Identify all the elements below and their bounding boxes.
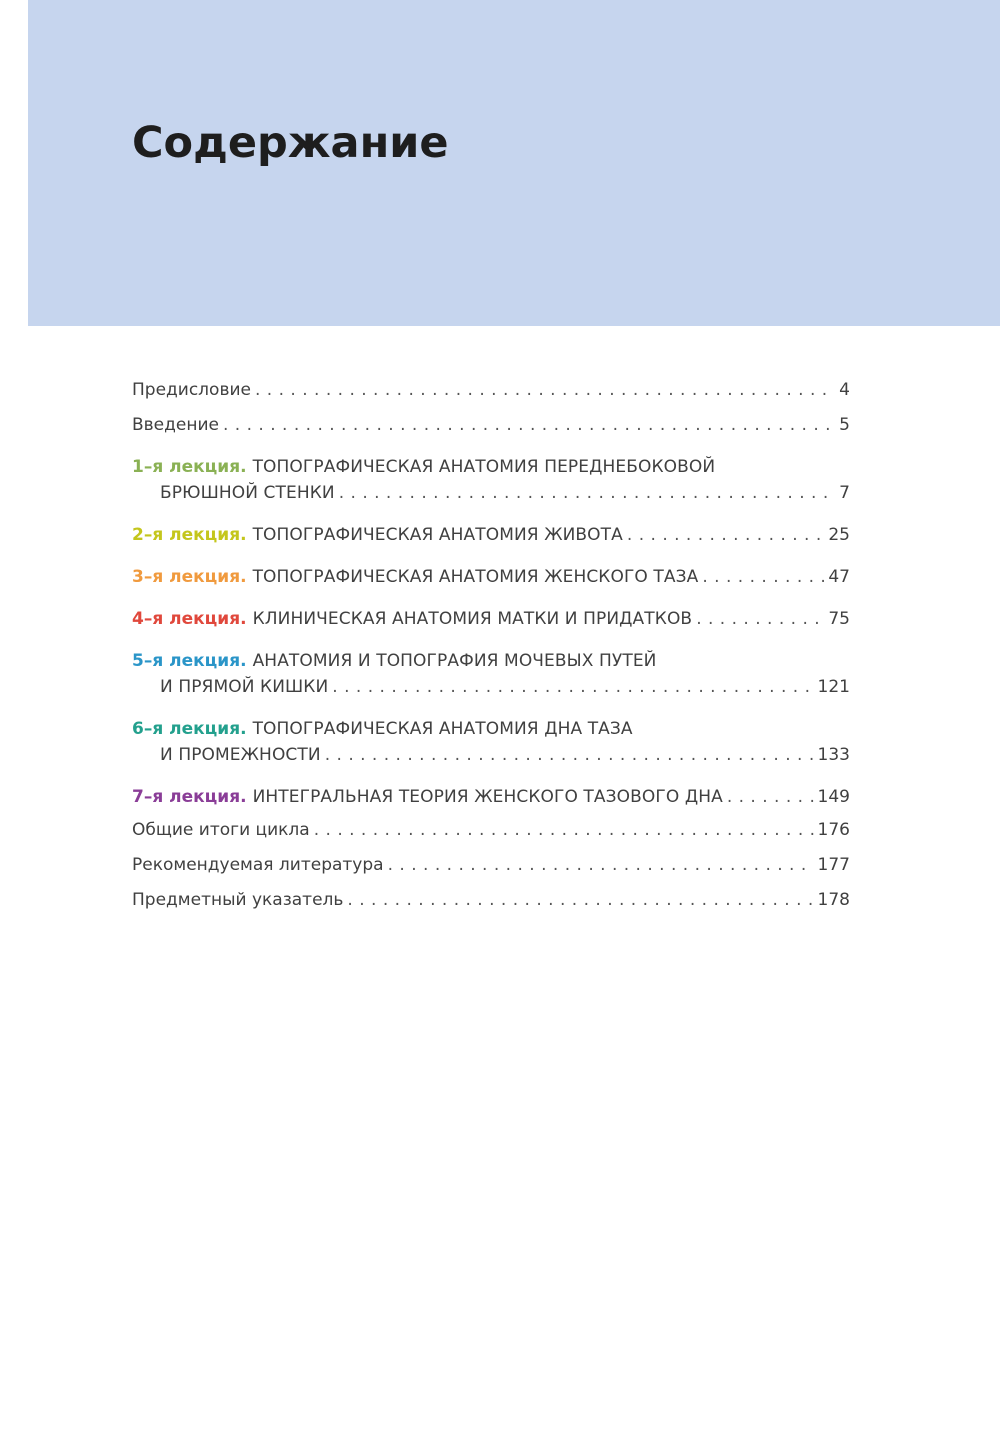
lecture-title-line1: ТОПОГРАФИЧЕСКАЯ АНАТОМИЯ ЖИВОТА: [252, 525, 623, 545]
dot-leader: [339, 480, 835, 506]
lecture-title-line2: И ПРОМЕЖНОСТИ: [160, 745, 321, 765]
dot-leader: [314, 817, 814, 843]
dot-leader: [727, 784, 814, 810]
toc-entry-label: Предметный указатель: [132, 890, 344, 910]
lecture-number-label: 3–я лекция.: [132, 567, 247, 587]
dot-leader: [347, 887, 813, 913]
toc-entry-index[interactable]: [132, 887, 850, 913]
lecture-number-label: 4–я лекция.: [132, 609, 247, 629]
lecture-number-label: 1–я лекция.: [132, 457, 247, 477]
lecture-number-label: 7–я лекция.: [132, 787, 247, 807]
lecture-title-line1: ТОПОГРАФИЧЕСКАЯ АНАТОМИЯ ДНА ТАЗА: [252, 719, 633, 739]
toc-entry-summary[interactable]: [132, 817, 850, 843]
dot-leader: [332, 674, 813, 700]
lecture-title-line1: АНАТОМИЯ И ТОПОГРАФИЯ МОЧЕВЫХ ПУТЕЙ: [252, 651, 657, 671]
lecture-number-label: 2–я лекция.: [132, 525, 247, 545]
page-title: Содержание: [132, 118, 449, 168]
toc-entry-intro[interactable]: [132, 412, 850, 438]
lecture-title-line1: ТОПОГРАФИЧЕСКАЯ АНАТОМИЯ ЖЕНСКОГО ТАЗА: [252, 567, 699, 587]
toc-page-number: 25: [828, 525, 850, 545]
dot-leader: [223, 412, 835, 438]
toc-page-number: 5: [839, 415, 850, 435]
toc-page-number: 47: [828, 567, 850, 587]
toc-page-number: 7: [839, 483, 850, 503]
dot-leader: [696, 606, 824, 632]
lecture-title-line1: КЛИНИЧЕСКАЯ АНАТОМИЯ МАТКИ И ПРИДАТКОВ: [252, 609, 693, 629]
toc-page-number: 177: [817, 855, 850, 875]
toc-entry-lecture-6[interactable]: [132, 716, 850, 768]
toc-entry-preface[interactable]: [132, 377, 850, 403]
toc-entry-lecture-4[interactable]: [132, 606, 850, 632]
toc-entry-label: Рекомендуемая литература: [132, 855, 384, 875]
toc-page-number: 75: [828, 609, 850, 629]
lecture-title-line2: И ПРЯМОЙ КИШКИ: [160, 677, 329, 697]
toc-entry-literature[interactable]: [132, 852, 850, 878]
lecture-title-line1: ТОПОГРАФИЧЕСКАЯ АНАТОМИЯ ПЕРЕДНЕБОКОВОЙ: [252, 457, 716, 477]
toc-entry-label: Введение: [132, 415, 219, 435]
table-of-contents: [132, 377, 850, 922]
toc-page-number: 178: [817, 890, 850, 910]
dot-leader: [388, 852, 814, 878]
lecture-number-label: 5–я лекция.: [132, 651, 247, 671]
toc-entry-lecture-3[interactable]: [132, 564, 850, 590]
toc-entry-label: Общие итоги цикла: [132, 820, 310, 840]
toc-page-number: 149: [817, 787, 850, 807]
dot-leader: [702, 564, 824, 590]
toc-page-number: 133: [817, 745, 850, 765]
toc-entry-lecture-1[interactable]: [132, 454, 850, 506]
dot-leader: [255, 377, 835, 403]
toc-page-number: 4: [839, 380, 850, 400]
toc-entry-lecture-2[interactable]: [132, 522, 850, 548]
toc-page-number: 176: [817, 820, 850, 840]
lecture-title-line2: БРЮШНОЙ СТЕНКИ: [160, 483, 335, 503]
lecture-title-line1: ИНТЕГРАЛЬНАЯ ТЕОРИЯ ЖЕНСКОГО ТАЗОВОГО ДНА: [252, 787, 723, 807]
toc-entry-label: Предисловие: [132, 380, 251, 400]
dot-leader: [325, 742, 814, 768]
lecture-number-label: 6–я лекция.: [132, 719, 247, 739]
toc-entry-lecture-5[interactable]: [132, 648, 850, 700]
toc-entry-lecture-7[interactable]: [132, 784, 850, 810]
toc-page-number: 121: [817, 677, 850, 697]
dot-leader: [627, 522, 824, 548]
